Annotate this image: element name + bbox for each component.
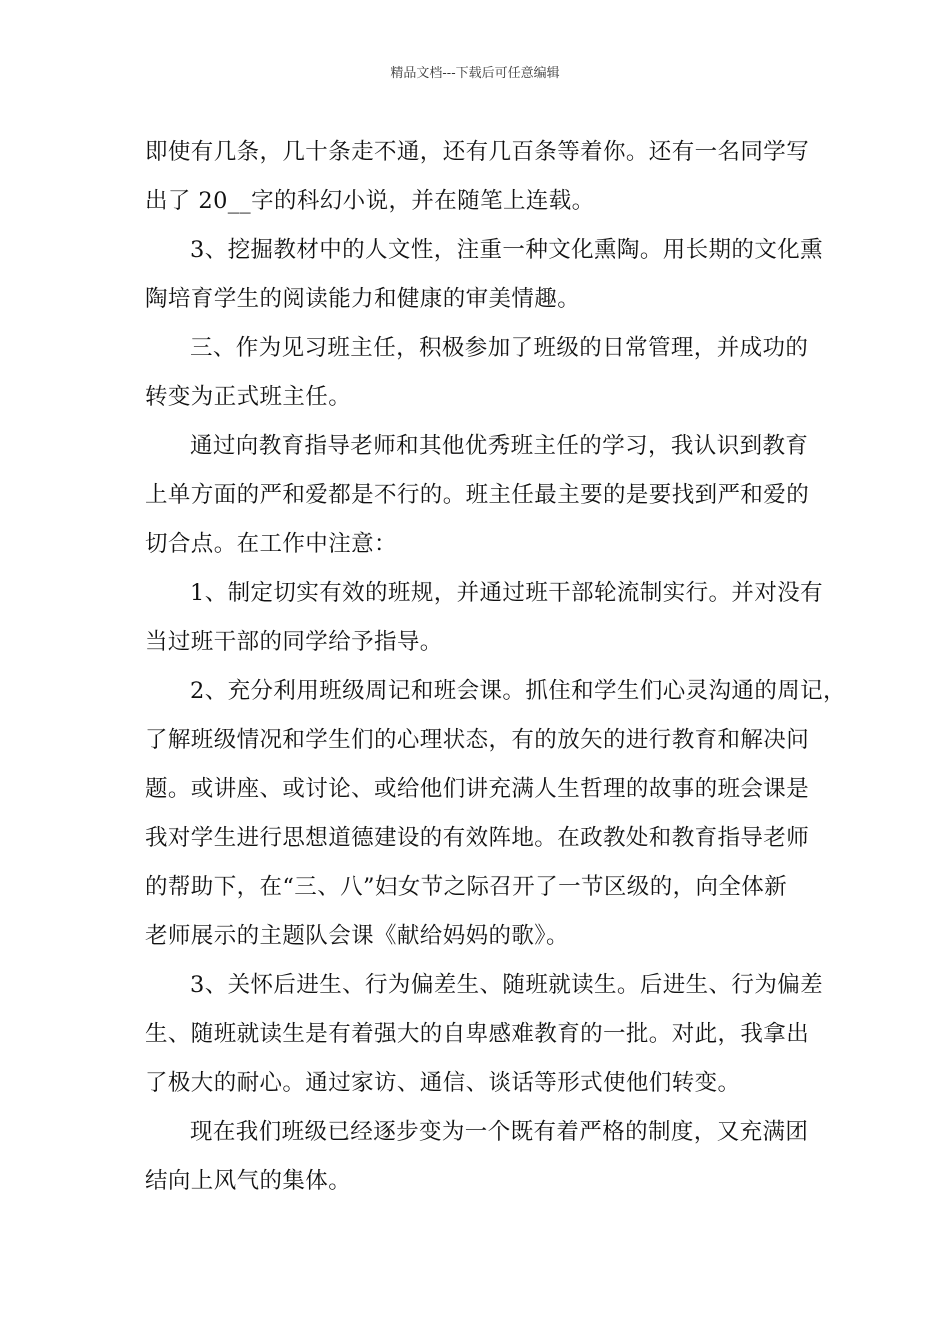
text-line: 3、挖掘教材中的人文性，注重一种文化熏陶。用长期的文化熏 [190,237,824,263]
text-line: 我对学生进行思想道德建设的有效阵地。在政教处和教育指导老师 [145,825,810,851]
text-line: 3、关怀后进生、行为偏差生、随班就读生。后进生、行为偏差 [190,972,824,998]
paragraph-1 [145,128,835,226]
text-line: 即使有几条，几十条走不通，还有几百条等着你。还有一名同学写 [145,139,810,165]
paragraph-4 [145,422,835,569]
text-line: 转变为正式班主任。 [145,384,352,410]
text-line: 出了 20__字的科幻小说，并在随笔上连载。 [145,188,595,214]
text-line: 现在我们班级已经逐步变为一个既有着严格的制度，又充满团 [190,1119,809,1145]
paragraph-5 [145,569,835,667]
paragraph-6 [145,667,846,961]
paragraph-8 [145,1108,835,1206]
text-line: 通过向教育指导老师和其他优秀班主任的学习，我认识到教育 [190,433,809,459]
text-line: 切合点。在工作中注意： [145,531,397,557]
text-line: 结向上风气的集体。 [145,1168,352,1194]
text-line: 1、制定切实有效的班规，并通过班干部轮流制实行。并对没有 [190,580,824,606]
paragraph-2 [145,226,835,324]
document-body [145,128,846,1206]
text-line: 老师展示的主题队会课《献给妈妈的歌》。 [145,923,569,949]
text-line: 的帮助下，在“三、八”妇女节之际召开了一节区级的，向全体新 [145,874,788,900]
text-line: 当过班干部的同学给予指导。 [145,629,443,655]
text-line: 陶培育学生的阅读能力和健康的审美情趣。 [145,286,581,312]
text-line: 三、作为见习班主任，积极参加了班级的日常管理，并成功的 [190,335,809,361]
text-line: 题。或讲座、或讨论、或给他们讲充满人生哲理的故事的班会课是 [145,776,810,802]
page-header: 精品文档---下载后可任意编辑 [390,66,560,81]
text-line: 了极大的耐心。通过家访、通信、谈话等形式使他们转变。 [145,1070,741,1096]
text-line: 上单方面的严和爱都是不行的。班主任最主要的是要找到严和爱的 [145,482,810,508]
text-line: 生、随班就读生是有着强大的自卑感难教育的一批。对此，我拿出 [145,1021,810,1047]
paragraph-3 [145,324,835,422]
text-line: 了解班级情况和学生们的心理状态，有的放矢的进行教育和解决问 [145,727,810,753]
paragraph-7 [145,961,835,1108]
text-line: 2、充分利用班级周记和班会课。抓住和学生们心灵沟通的周记， [190,678,846,704]
